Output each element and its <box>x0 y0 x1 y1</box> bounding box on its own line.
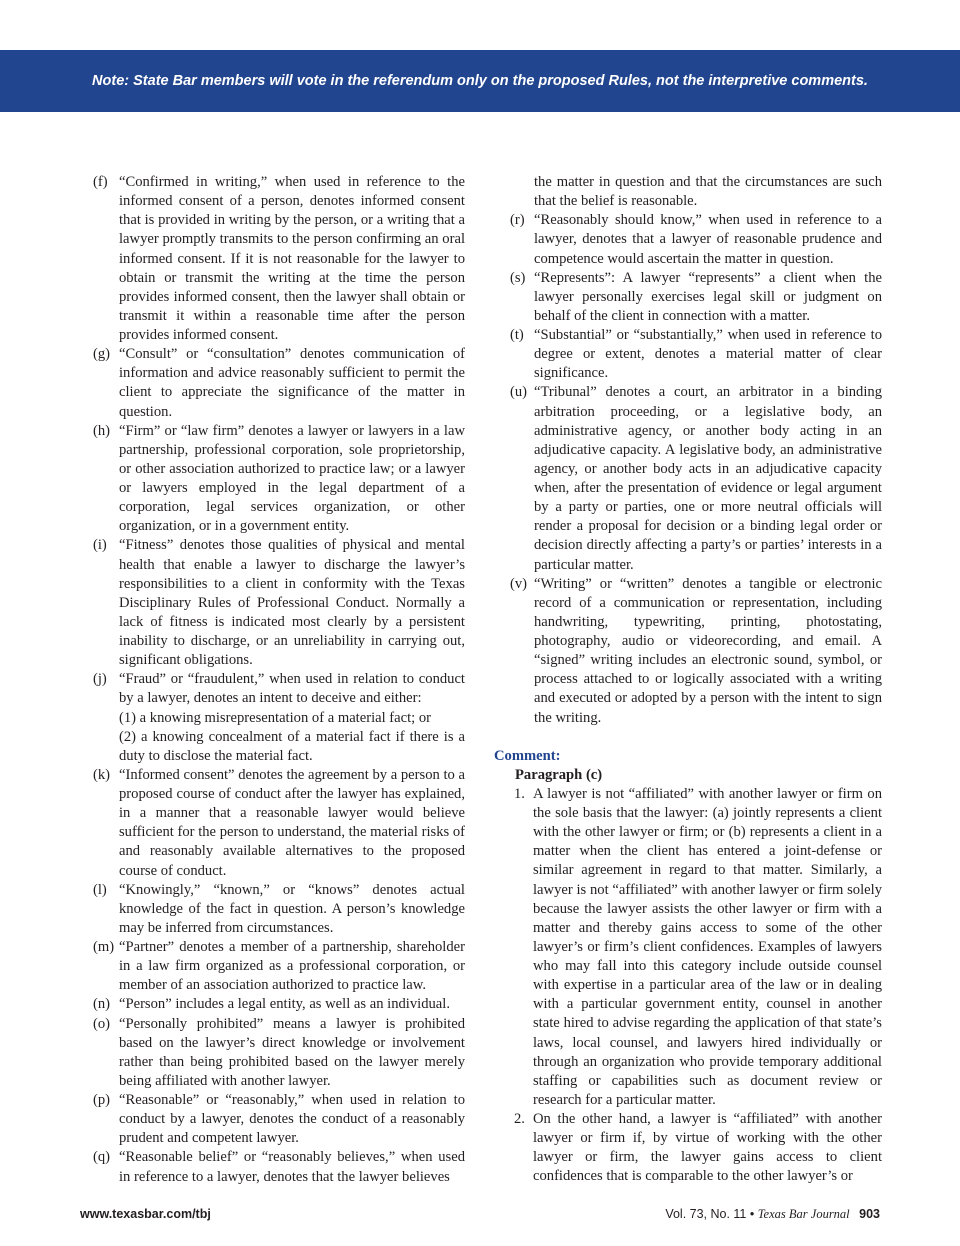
definition-item <box>494 326 882 383</box>
footer-bullet: • <box>749 1207 755 1221</box>
comment-item <box>494 1110 882 1187</box>
sub-item: (2) a knowing concealment of a material fact if there is a duty to disclose the material fact. <box>119 728 465 764</box>
item-label: (r) <box>510 212 525 229</box>
footer-volume: Vol. 73, No. 11 <box>665 1207 747 1221</box>
footer-url: www.texasbar.com/tbj <box>80 1207 211 1221</box>
paragraph-heading: Paragraph (c) <box>515 766 603 783</box>
item-label: (h) <box>93 422 111 439</box>
item-text: “Reasonable” or “reasonably,” when used in relation to conduct by a lawyer, denotes the conduct of a reasonably prudent and competent lawyer. <box>119 1092 465 1147</box>
item-text: “Represents”: A lawyer “represents” a client when the lawyer personally exercises legal skill or judgment on behalf of the client in connection with a matter. <box>534 269 882 324</box>
item-text: “Substantial” or “substantially,” when used in reference to degree or extent, denotes a material matter of clear significance. <box>534 327 882 382</box>
referendum-note-banner <box>0 50 960 112</box>
item-label: (s) <box>510 269 526 286</box>
definition-item <box>494 383 882 574</box>
banner-note-text: Note: State Bar members will vote in the referendum only on the proposed Rules, not the interpretive comments. <box>92 73 868 89</box>
item-label: (t) <box>510 327 524 343</box>
item-text: “Consult” or “consultation” denotes communication of information and advice reasonably sufficient to permit the client to appreciate the significance of the matter in question. <box>119 346 465 420</box>
left-column <box>93 173 465 1187</box>
item-label: (l) <box>93 881 107 898</box>
item-text: “Confirmed in writing,” when used in reference to the informed consent of a person, denotes informed consent that is provided in writing by the person, or a writing that a lawyer promptly transmits to the person confirming an oral informed consent. If it is not reasonable for the lawyer to obtain or transmit the writing at the time the person provides informed consent, then the lawyer shall obtain or transmit it within a reasonable time after the person provides informed consent. <box>119 174 465 343</box>
definition-item <box>93 938 465 995</box>
item-label: (f) <box>93 174 108 190</box>
item-text: “Fraud” or “fraudulent,” when used in relation to conduct by a lawyer, denotes an intent to deceive and either: <box>119 671 465 707</box>
item-label: (g) <box>93 346 111 363</box>
section-spacer <box>494 728 882 747</box>
item-text: “Tribunal” denotes a court, an arbitrator in a binding arbitration proceeding, or a legislative body, an administrative agency, or another body acting in an adjudicative capacity. A legislative body, an administrative agency, or another body acts in an adjudicative capacity when, after the presentation of evidence or legal argument by a party or parties, one or more neutral officials will render a proposal for decision or a binding legal order or decision directly affecting a party’s or parties’ interests in a particular matter. <box>534 384 882 573</box>
item-label: (k) <box>93 766 111 783</box>
item-text: “Writing” or “written” denotes a tangible or electronic record of a communication or representation, including handwriting, typewriting, printing, photostating, photography, audio or videorecording, and email. A “signed” writing includes an electronic sound, symbol, or process attached to or logically associated with a writing and executed or adopted by a person with the intent to sign the writing. <box>534 575 882 726</box>
comment-heading: Comment: <box>494 747 561 764</box>
page-number: 903 <box>859 1207 880 1221</box>
comment-text: A lawyer is not “affiliated” with another lawyer or firm on the sole basis that the lawyer: (a) jointly represents a client with the other lawyer or firm; or (b) represents a client in a matter when the client has entered a joint-defense or similar agreement in regard to that matter. Similarly, a lawyer is not “affiliated” with another lawyer or firm solely because the lawyer assists the other lawyer or firm with a matter and thereby gains access to some of the other lawyer’s or firm’s client confidences. Examples of lawyers who may fall into this category include outside counsel with expertise in a particular area of the law or in dealing with a particular government entity, counsel in another state hired to advise regarding the application of that state’s laws, local counsel, and lawyers hired individually or through an organization who provide temporary additional staffing or capabilities such as document review or research for a particular matter. <box>533 785 882 1108</box>
item-text: “Fitness” denotes those qualities of physical and mental health that enable a lawyer to discharge the lawyer’s responsibilities to a client in conformity with the Texas Disciplinary Rules of Professional Conduct. Normally a lack of fitness is indicated most clearly by a persistent inability to discharge, or an unreliability in carrying out, significant obligations. <box>119 537 465 669</box>
definition-item <box>93 173 465 345</box>
item-text: “Partner” denotes a member of a partnership, shareholder in a law firm organized as a professional corporation, or member of an association authorized to practice law. <box>119 939 465 994</box>
definition-item <box>93 766 465 881</box>
definition-item <box>494 269 882 326</box>
item-label: (n) <box>93 996 111 1013</box>
comment-text: On the other hand, a lawyer is “affiliated” with another lawyer or firm if, by virtue of working with the other lawyer or firm, the lawyer gains access to client confidences that is comparable to the other lawyer’s or <box>533 1111 882 1185</box>
item-label: (i) <box>93 537 107 554</box>
continuation-text: the matter in question and that the circumstances are such that the belief is reasonable. <box>534 174 882 210</box>
item-label: (m) <box>93 939 115 955</box>
item-label: (q) <box>93 1149 111 1166</box>
item-label: (o) <box>93 1015 111 1032</box>
definition-item <box>93 1015 465 1092</box>
definition-item <box>93 536 465 670</box>
item-label: (u) <box>510 384 528 401</box>
definition-item <box>93 995 465 1014</box>
item-text: “Informed consent” denotes the agreement by a person to a proposed course of conduct after the lawyer has explained, in a manner that a reasonable lawyer would believe sufficient for the person to understand, the material risks of and reasonably available alternatives to the proposed course of conduct. <box>119 766 465 879</box>
item-label: (j) <box>93 671 107 688</box>
definition-item <box>93 345 465 422</box>
definition-item <box>93 1148 465 1186</box>
item-label: (p) <box>93 1092 111 1108</box>
comment-item <box>494 785 882 1110</box>
sub-item: (1) a knowing misrepresentation of a material fact; or <box>119 709 432 726</box>
comment-number: 1. <box>514 785 525 802</box>
right-column <box>494 173 882 1187</box>
definition-item <box>494 575 882 728</box>
item-text: “Personally prohibited” means a lawyer is prohibited based on the lawyer’s direct knowledge or involvement rather than being prohibited based on the lawyer merely being affiliated with another lawyer. <box>119 1015 465 1089</box>
item-text: “Firm” or “law firm” denotes a lawyer or lawyers in a law partnership, professional corporation, sole proprietorship, or other association authorized to practice law; or a lawyer or lawyers employed in the legal department of a corporation, legal services organization, or other organization, or in a government entity. <box>119 422 465 535</box>
definition-item <box>93 670 465 708</box>
item-text: “Person” includes a legal entity, as well as an individual. <box>119 996 450 1013</box>
footer-citation <box>665 1207 880 1222</box>
item-text: “Reasonable belief” or “reasonably believes,” when used in reference to a lawyer, denotes that the lawyer believes <box>119 1149 465 1185</box>
item-text: “Knowingly,” “known,” or “knows” denotes actual knowledge of the fact in question. A person’s knowledge may be inferred from circumstances. <box>119 881 465 936</box>
definition-item <box>93 881 465 938</box>
definition-item <box>494 211 882 268</box>
definition-item <box>93 422 465 537</box>
item-text: “Reasonably should know,” when used in reference to a lawyer, denotes that a lawyer of reasonable prudence and competence would ascertain the matter in question. <box>534 212 882 267</box>
comment-number: 2. <box>514 1111 525 1127</box>
footer-journal-title: Texas Bar Journal <box>757 1207 850 1221</box>
definition-item <box>93 1091 465 1148</box>
item-label: (v) <box>510 575 528 592</box>
